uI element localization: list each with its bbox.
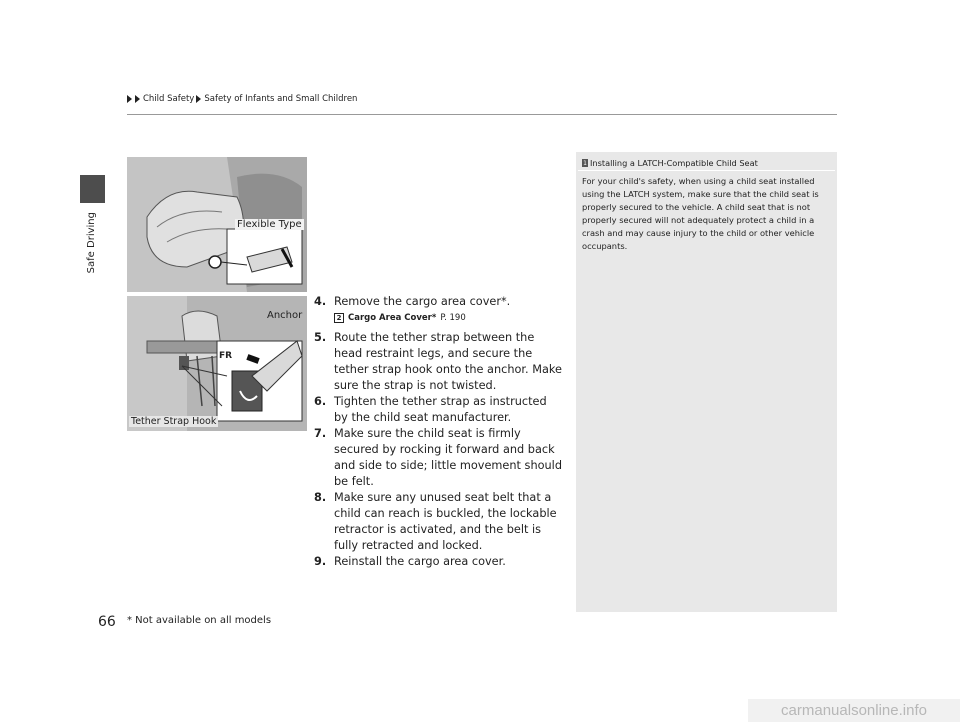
figure-callout-flexible-type: Flexible Type: [237, 219, 302, 230]
step-item: 6. Tighten the tether strap as instructed by the child seat manufacturer.: [314, 395, 547, 424]
figure-callout-fr: FR: [219, 351, 233, 361]
sidebar-note-divider: [578, 170, 835, 171]
cross-reference-link[interactable]: 2 Cargo Area Cover* P. 190: [334, 310, 564, 326]
step-item: 9. Reinstall the cargo area cover.: [314, 555, 506, 568]
breadcrumb-arrow-icon: [135, 95, 140, 103]
breadcrumb-arrow-icon: [127, 95, 132, 103]
step-item: 8. Make sure any unused seat belt that a child can reach is buckled, the lockable retractor is activated, and the belt is fully retracted and locked.: [314, 491, 557, 552]
figure-callout-tether-hook: Tether Strap Hook: [131, 416, 217, 427]
breadcrumb-arrow-icon: [196, 95, 201, 103]
step-item: 4. Remove the cargo area cover*.: [314, 295, 511, 308]
figure-callout-anchor: Anchor: [267, 310, 303, 321]
sidebar-note-text: For your child's safety, when using a child seat installed using the LATCH system, make sure that the child seat is properly secured to the vehicle. A child seat that is not properly secured will not adequately protect a child in a crash and may cause injury to the child or other vehicle occupants.: [582, 176, 819, 251]
footnote: * Not available on all models: [127, 615, 272, 626]
instruction-steps: [314, 294, 564, 570]
section-label: Safe Driving: [86, 212, 97, 274]
step-item: 7. Make sure the child seat is firmly secured by rocking it forward and back and side to side; little movement should be felt.: [314, 427, 562, 488]
reference-arrow-icon: 2: [334, 313, 344, 323]
section-tab: [80, 175, 105, 203]
watermark: carmanualsonline.info: [748, 699, 960, 722]
breadcrumb-item-safety-infants[interactable]: Safety of Infants and Small Children: [204, 94, 358, 104]
header-divider: [127, 114, 837, 115]
page-number: 66: [98, 614, 116, 630]
step-item: 5. Route the tether strap between the head restraint legs, and secure the tether strap hook onto the anchor. Make sure the strap is not twisted.: [314, 331, 562, 392]
note-marker-icon: 1: [583, 159, 587, 167]
breadcrumb: [127, 94, 357, 104]
breadcrumb-item-child-safety[interactable]: Child Safety: [143, 94, 195, 104]
sidebar-note-title: 1 Installing a LATCH-Compatible Child Seat: [583, 158, 758, 168]
